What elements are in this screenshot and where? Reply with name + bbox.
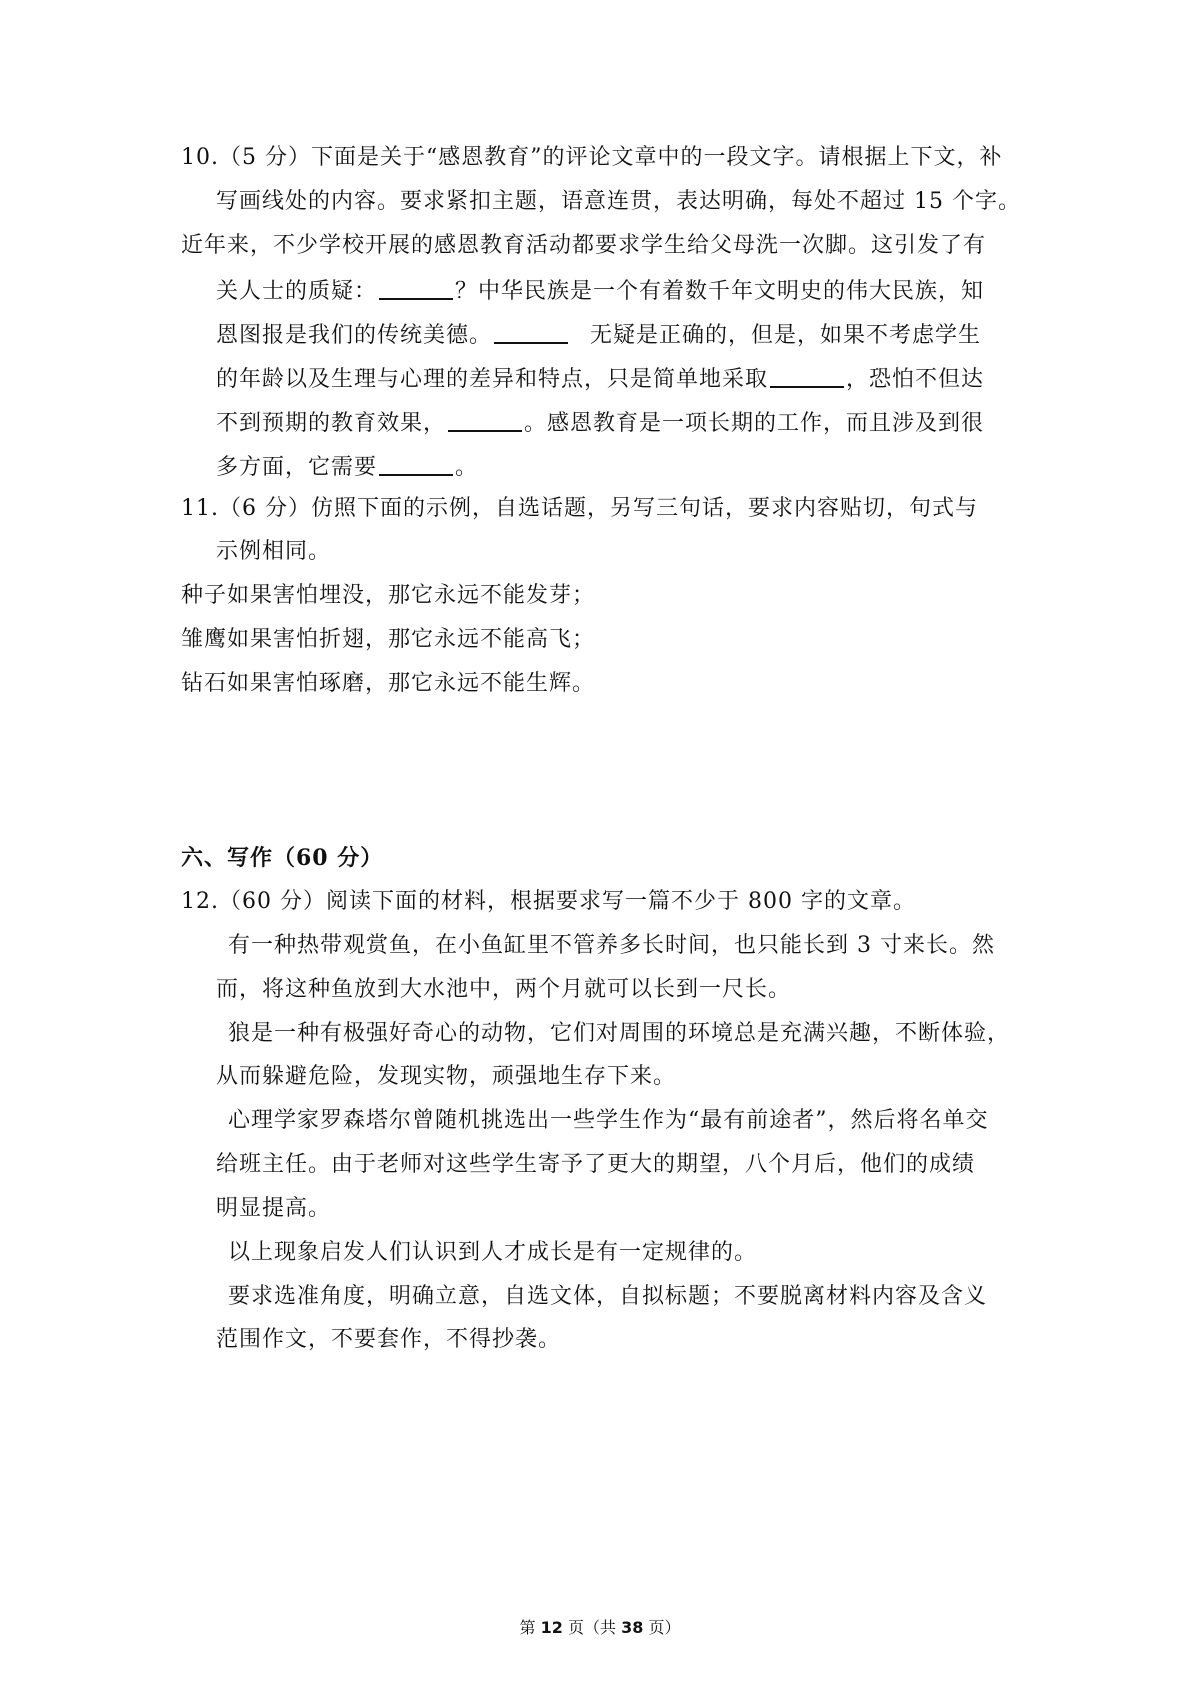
section-heading: 六、写作（60 分） xyxy=(181,845,384,871)
q10-text: ？中华民族是一个有着数千年文明史的伟大民族，知 xyxy=(455,279,985,304)
q10-text: 恩图报是我们的传统美德。 xyxy=(216,323,493,348)
q12-requirements-line-1: 要求选准角度，明确立意，自选文体，自拟标题；不要脱离材料内容及含义 xyxy=(228,1284,988,1309)
q12-material-3-line-1: 心理学家罗森塔尔曾随机挑选出一些学生作为“最有前途者”，然后将名单交 xyxy=(228,1108,989,1133)
q11-prompt-line-1: 11.（6 分）仿照下面的示例，自选话题，另写三句话，要求内容贴切，句式与 xyxy=(181,496,978,521)
q11-prompt-line-2: 示例相同。 xyxy=(216,539,332,564)
q10-passage-line-1: 近年来，不少学校开展的感恩教育活动都要求学生给父母洗一次脚。这引发了有 xyxy=(181,233,987,258)
q10-passage-line-2 xyxy=(216,274,984,307)
q10-text: 多方面，它需要 xyxy=(216,455,378,480)
answer-blank-4[interactable] xyxy=(448,406,522,432)
q10-text: 。 xyxy=(455,455,479,480)
q12-prompt: 12.（60 分）阅读下面的材料，根据要求写一篇不少于 800 字的文章。 xyxy=(181,889,916,914)
q12-material-2-line-2: 从而躲避危险，发现实物，顽强地生存下来。 xyxy=(216,1064,677,1089)
q12-material-3-line-2: 给班主任。由于老师对这些学生寄予了更大的期望，八个月后，他们的成绩 xyxy=(216,1152,976,1177)
q10-text: 不到预期的教育效果， xyxy=(216,411,447,436)
answer-blank-5[interactable] xyxy=(379,450,453,476)
q10-passage-line-4 xyxy=(216,362,984,395)
q10-text: ，恐怕不但达 xyxy=(846,367,985,392)
q10-text: 。感恩教育是一项长期的工作，而且涉及到很 xyxy=(524,411,985,436)
q12-material-1-line-2: 而，将这种鱼放到大水池中，两个月就可以长到一尺长。 xyxy=(216,977,792,1002)
total-page-count: 38 xyxy=(621,1618,644,1637)
q10-text: 无疑是正确的，但是，如果不考虑学生 xyxy=(590,323,982,348)
footer-text: 第 xyxy=(519,1618,536,1637)
q11-example-3: 钻石如果害怕琢磨，那它永远不能生辉。 xyxy=(181,671,596,696)
q11-example-2: 雏鹰如果害怕折翅，那它永远不能高飞； xyxy=(181,627,596,652)
q12-material-1-line-1: 有一种热带观赏鱼，在小鱼缸里不管养多长时间，也只能长到 3 寸来长。然 xyxy=(228,933,995,958)
q10-text: 关人士的质疑： xyxy=(216,279,378,304)
answer-blank-1[interactable] xyxy=(379,274,453,300)
q10-passage-line-6 xyxy=(216,450,478,483)
current-page-number: 12 xyxy=(540,1618,563,1637)
page-footer xyxy=(0,1617,1200,1639)
q12-material-2-line-1: 狼是一种有极强好奇心的动物，它们对周围的环境总是充满兴趣，不断体验， xyxy=(228,1021,1011,1046)
q12-summary: 以上现象启发人们认识到人才成长是有一定规律的。 xyxy=(228,1240,758,1265)
q11-example-1: 种子如果害怕埋没，那它永远不能发芽； xyxy=(181,583,596,608)
answer-blank-3[interactable] xyxy=(770,362,844,388)
q12-requirements-line-2: 范围作文，不要套作，不得抄袭。 xyxy=(216,1327,562,1352)
q10-passage-line-5 xyxy=(216,406,984,439)
q10-prompt-line-1: 10.（5 分）下面是关于“感恩教育”的评论文章中的一段文字。请根据上下文，补 xyxy=(181,145,1003,170)
answer-blank-2[interactable] xyxy=(494,318,568,344)
q10-text: 的年龄以及生理与心理的差异和特点，只是简单地采取 xyxy=(216,367,769,392)
footer-text: 页） xyxy=(648,1618,681,1637)
q10-passage-line-3 xyxy=(216,318,981,351)
q10-prompt-line-2: 写画线处的内容。要求紧扣主题，语意连贯，表达明确，每处不超过 15 个字。 xyxy=(216,189,1021,214)
footer-text: 页（共 xyxy=(567,1618,616,1637)
q12-material-3-line-3: 明显提高。 xyxy=(216,1196,332,1221)
